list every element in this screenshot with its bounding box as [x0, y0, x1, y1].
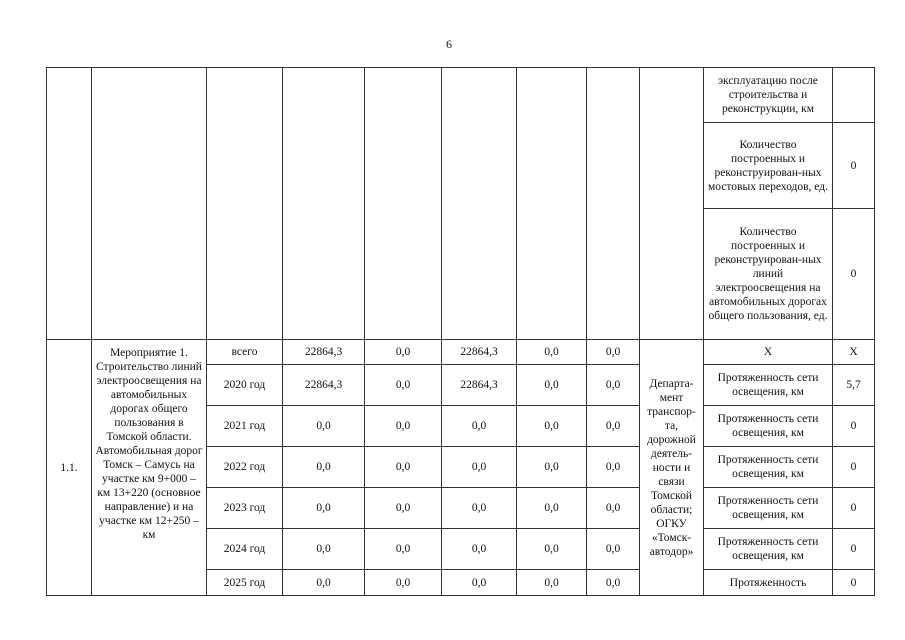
value-cell: 22864,3 [283, 340, 365, 365]
indicator-value [833, 68, 875, 123]
empty-cell-v4 [517, 68, 587, 340]
value-cell: 0,0 [365, 570, 442, 596]
indicator-value: 0 [833, 529, 875, 570]
value-cell: 0,0 [517, 447, 587, 488]
empty-cell-name [92, 68, 207, 340]
indicator-value: 0 [833, 209, 875, 340]
indicator-value: 0 [833, 488, 875, 529]
value-cell: 22864,3 [283, 365, 365, 406]
value-cell: 0,0 [365, 488, 442, 529]
value-cell: 0,0 [442, 488, 517, 529]
indicator-value: Х [833, 340, 875, 365]
program-table [46, 67, 875, 596]
value-cell: 0,0 [587, 340, 640, 365]
period-cell: 2022 год [207, 447, 283, 488]
indicator-name: Протяженность сети освещения, км [704, 529, 833, 570]
value-cell: 22864,3 [442, 365, 517, 406]
value-cell: 0,0 [283, 447, 365, 488]
empty-cell-period [207, 68, 283, 340]
period-cell: 2020 год [207, 365, 283, 406]
value-cell: 0,0 [517, 406, 587, 447]
value-cell: 0,0 [517, 570, 587, 596]
indicator-value: 0 [833, 447, 875, 488]
indicator-name: Протяженность сети освещения, км [704, 406, 833, 447]
value-cell: 0,0 [442, 529, 517, 570]
value-cell: 0,0 [283, 488, 365, 529]
indicator-name: Протяженность сети освещения, км [704, 488, 833, 529]
indicator-value: 0 [833, 406, 875, 447]
value-cell: 0,0 [587, 570, 640, 596]
indicator-name: эксплуатацию после строительства и реконструкции, км [704, 68, 833, 123]
value-cell: 0,0 [283, 570, 365, 596]
value-cell: 0,0 [283, 406, 365, 447]
value-cell: 0,0 [587, 365, 640, 406]
value-cell: 0,0 [365, 406, 442, 447]
period-cell: 2024 год [207, 529, 283, 570]
period-cell: 2023 год [207, 488, 283, 529]
value-cell: 0,0 [517, 529, 587, 570]
period-cell: 2021 год [207, 406, 283, 447]
value-cell: 0,0 [365, 447, 442, 488]
table-row [47, 340, 875, 365]
value-cell: 0,0 [517, 340, 587, 365]
indicator-value: 0 [833, 570, 875, 596]
value-cell: 0,0 [517, 365, 587, 406]
period-cell: всего [207, 340, 283, 365]
indicator-value: 0 [833, 123, 875, 209]
empty-cell-v2 [365, 68, 442, 340]
value-cell: 22864,3 [442, 340, 517, 365]
value-cell: 0,0 [442, 570, 517, 596]
value-cell: 0,0 [442, 406, 517, 447]
table-body [47, 68, 875, 596]
value-cell: 0,0 [283, 529, 365, 570]
indicator-name: Протяженность [704, 570, 833, 596]
indicator-name: Протяженность сети освещения, км [704, 365, 833, 406]
measure-name: Мероприятие 1. Строительство линий электроосвещения на автомобильных дорогах общего пользования в Томской области. Автомобильная дорог Томск – Самусь на участке км 9+000 – км 13+220 (основное направление) и на участке км 12+250 – км [92, 340, 207, 596]
value-cell: 0,0 [365, 340, 442, 365]
measure-number: 1.1. [47, 340, 92, 596]
indicator-value: 5,7 [833, 365, 875, 406]
page-number: 6 [446, 37, 452, 51]
value-cell: 0,0 [587, 529, 640, 570]
indicator-name: Протяженность сети освещения, км [704, 447, 833, 488]
empty-cell-v5 [587, 68, 640, 340]
value-cell: 0,0 [517, 488, 587, 529]
indicator-name: Количество построенных и реконструирован-ных мостовых переходов, ед. [704, 123, 833, 209]
period-cell: 2025 год [207, 570, 283, 596]
empty-cell-v1 [283, 68, 365, 340]
table-row [47, 68, 875, 123]
indicator-name: Х [704, 340, 833, 365]
value-cell: 0,0 [365, 529, 442, 570]
value-cell: 0,0 [587, 406, 640, 447]
empty-cell-executor [640, 68, 704, 340]
empty-cell-number [47, 68, 92, 340]
indicator-name: Количество построенных и реконструирован-ных линий электроосвещения на автомобильных дорогах общего пользования, ед. [704, 209, 833, 340]
value-cell: 0,0 [442, 447, 517, 488]
empty-cell-v3 [442, 68, 517, 340]
value-cell: 0,0 [587, 447, 640, 488]
value-cell: 0,0 [365, 365, 442, 406]
value-cell: 0,0 [587, 488, 640, 529]
executor-cell: Департа-мент транспор-та, дорожной деятель-ности и связи Томской области; ОГКУ «Томск-автодор» [640, 340, 704, 596]
